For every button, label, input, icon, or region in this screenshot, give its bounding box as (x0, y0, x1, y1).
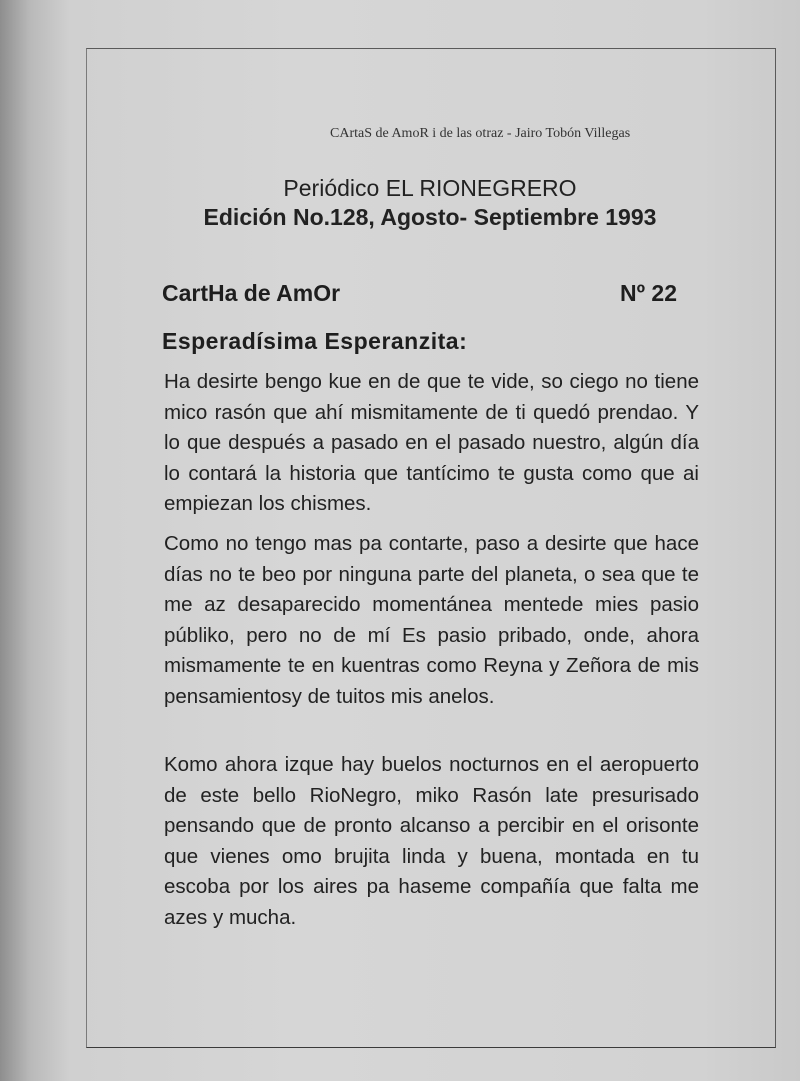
letter-paragraph-2: Como no tengo mas pa contarte, paso a desirte que hace días no te beo por ninguna parte del planeta, o sea que te me az desaparecido momentánea mentede mies pasio públiko, pero no de mí Es pasio pribado, onde, ahora mismamente te en kuentras como Reyna y Zeñora de mis pensamientosy de tuitos mis anelos. (164, 532, 699, 708)
letter-paragraph-1: Ha desirte bengo kue en de que te vide, so ciego no tiene mico rasón que ahí mismitamente de ti quedó prendao. Y lo que después a pasado en el pasado nuestro, algún día lo contará la historia que tantícimo te gusta como que ai empiezan los chismes. (164, 370, 699, 515)
publication-edition: Edición No.128, Agosto- Septiembre 1993 (203, 204, 657, 230)
running-header: CArtaS de AmoR i de las otraz - Jairo Tobón Villegas (330, 126, 631, 141)
letter-salutation: Esperadísima Esperanzita: (162, 328, 468, 354)
letter-paragraph-3: Komo ahora izque hay buelos nocturnos en el aeropuerto de este bello RioNegro, miko Rasón late presurisado pensando que de pronto alcanso a percibir en el orisonte que vienes omo brujita linda y buena, montada en tu escoba por los aires pa haseme compañía que falta me azes y mucha. (164, 753, 699, 929)
letter-title: CartHa de AmOr (162, 280, 341, 306)
letter-number: Nº 22 (620, 280, 677, 306)
publication-name: Periódico EL RIONEGRERO (283, 175, 577, 201)
